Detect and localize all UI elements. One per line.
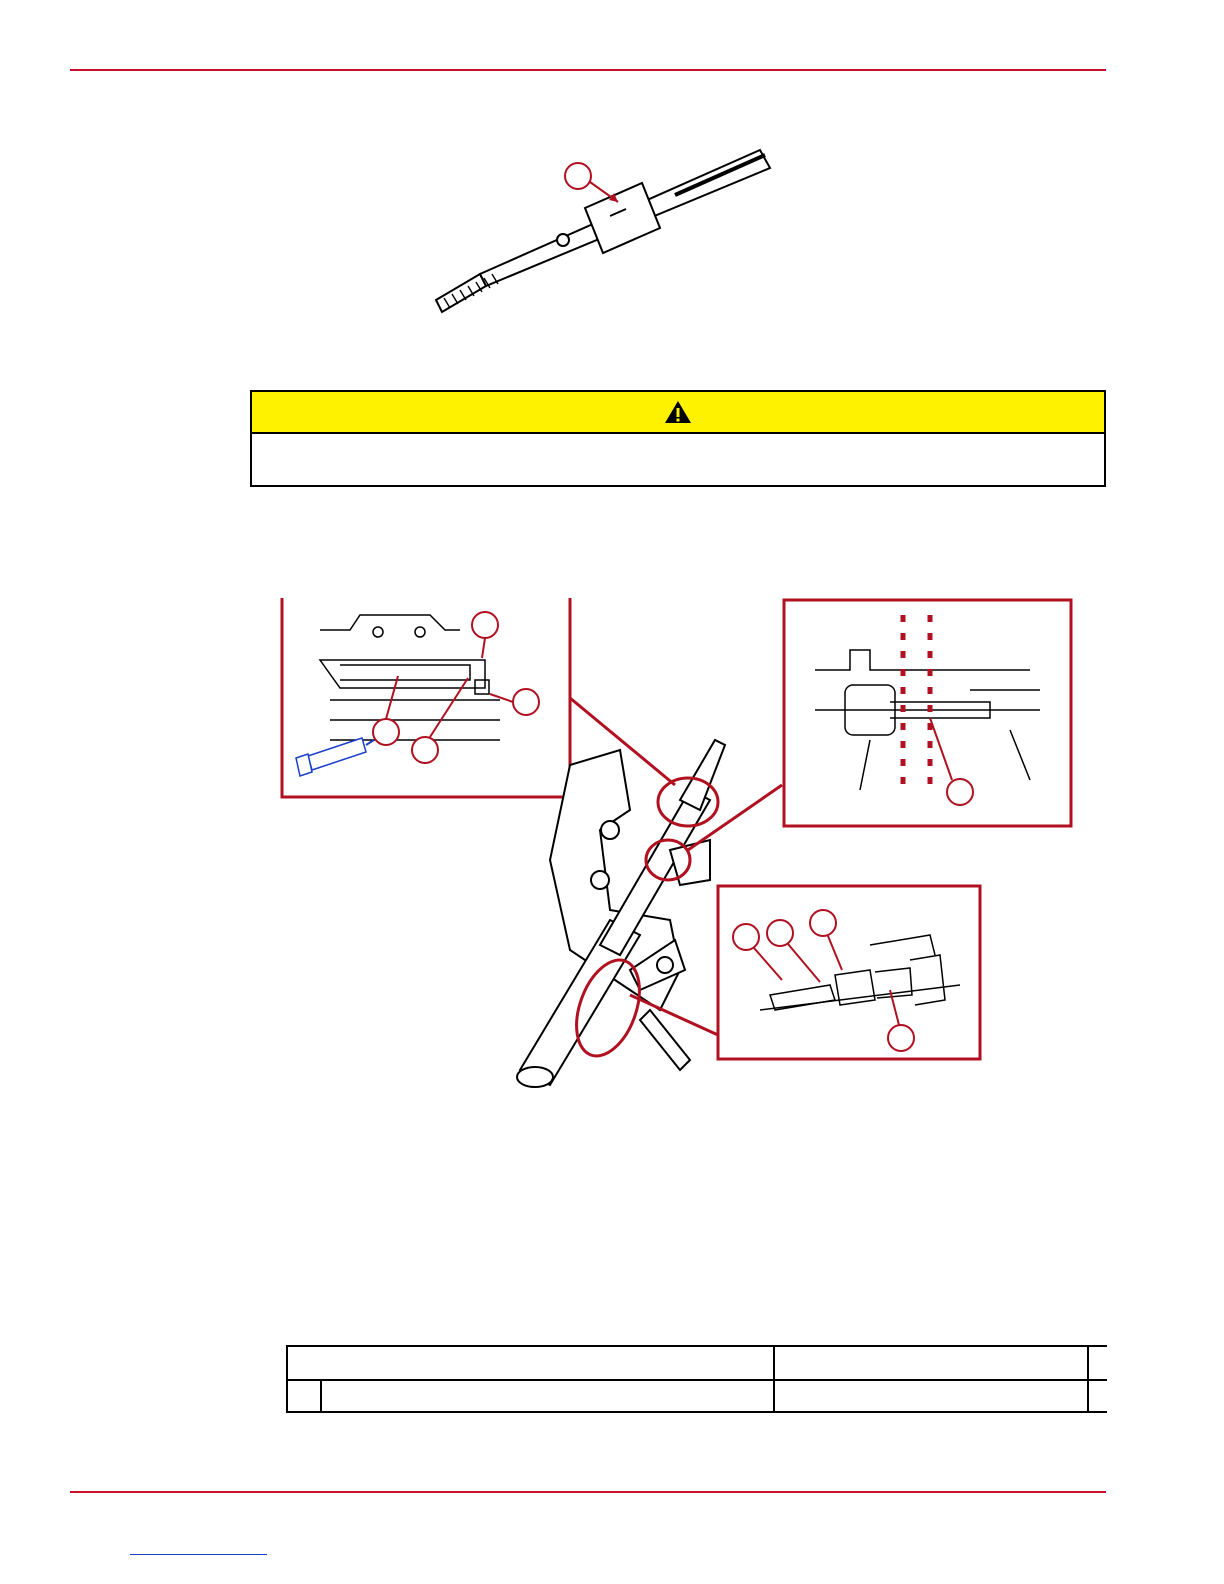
torque-table [286,1345,1107,1413]
row-lbft [1088,1380,1107,1412]
table-row [287,1380,1107,1412]
row-number [287,1380,321,1412]
header-description [287,1346,774,1380]
header-rule [70,69,1106,71]
inset-right [784,600,1071,826]
warning-box [250,390,1106,487]
table-header-row [287,1346,1107,1380]
row-description [321,1380,774,1412]
warning-text [252,434,1104,450]
assembly-figure [270,590,1090,1090]
header-nm [774,1346,1088,1380]
inset-bottom [718,886,980,1059]
callout-1 [565,163,591,189]
footer-rule [70,1491,1106,1493]
warning-header [252,392,1104,434]
footer-link[interactable] [130,1554,267,1555]
cable-barrel-figure [420,140,790,340]
header-lbft [1088,1346,1107,1380]
row-nm [774,1380,1088,1412]
warning-triangle-icon [663,399,693,425]
